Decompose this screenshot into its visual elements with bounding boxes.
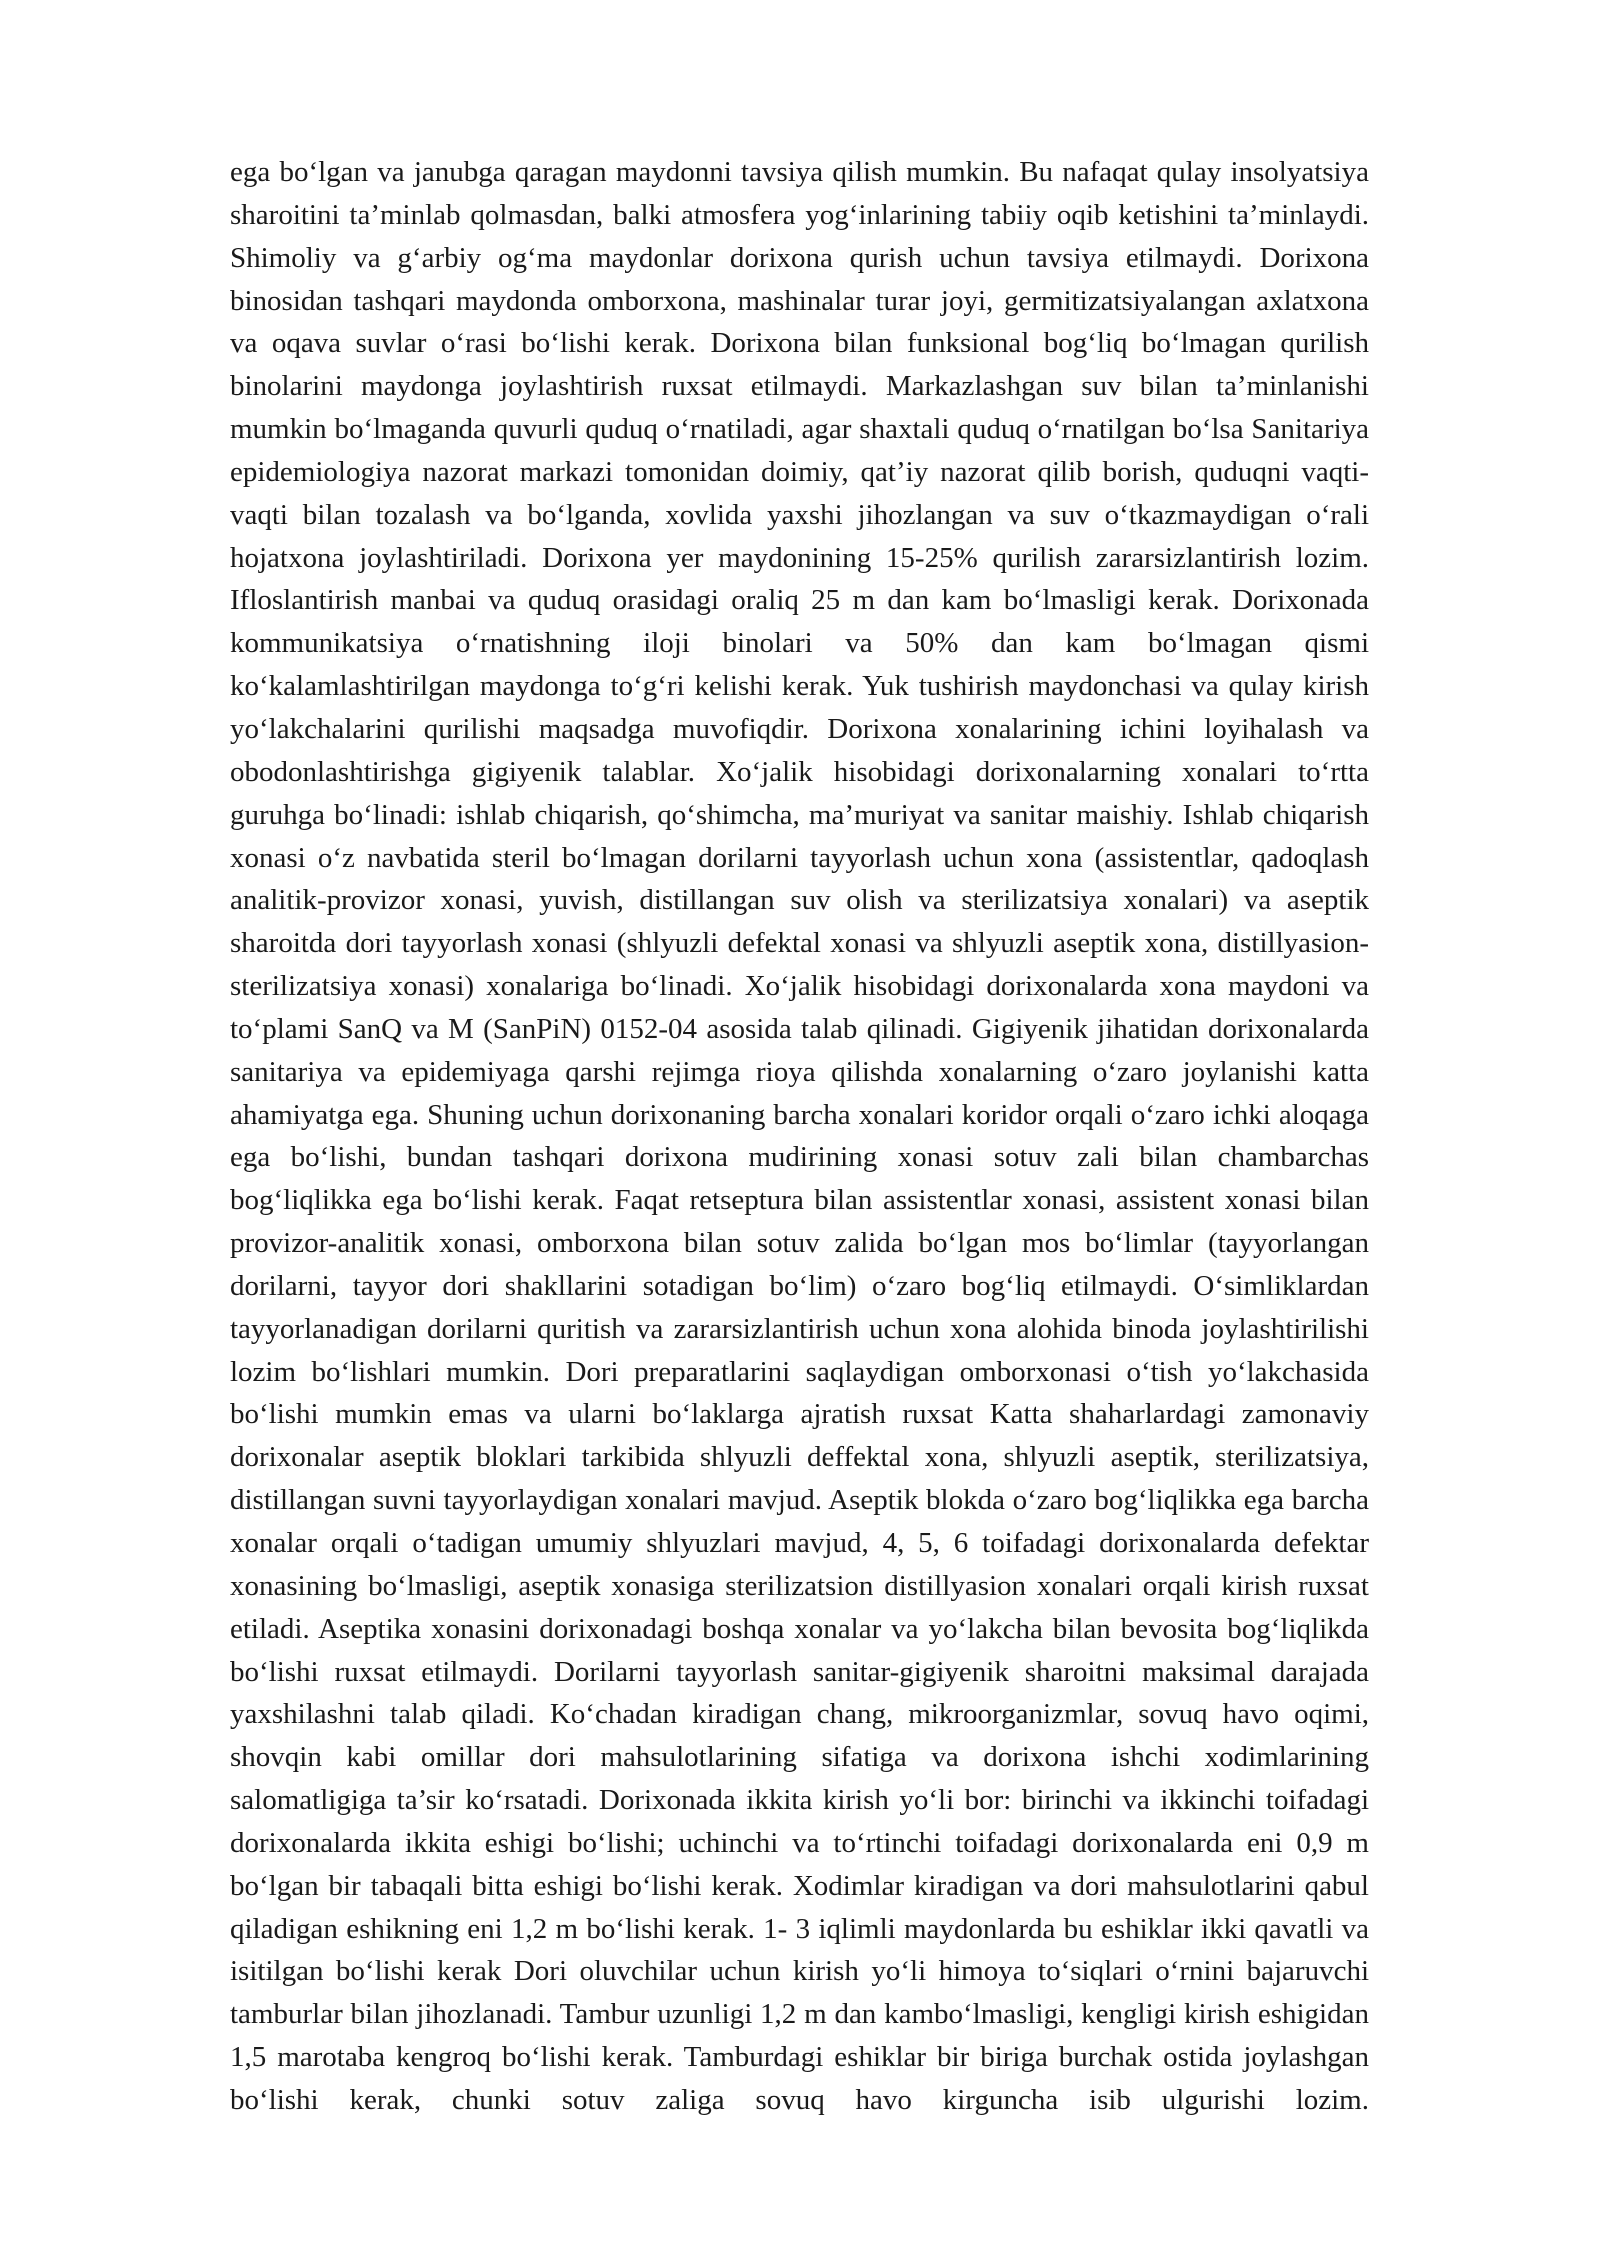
body-paragraph: ega boʻlgan va janubga qaragan maydonni tavsiya qilish mumkin. Bu nafaqat qulay insolyatsiya sharoitini ta’minlab qolmasdan, balki atmosfera yogʻinlarining tabiiy oqib ketishini ta’minlaydi. Shimoliy va gʻarbiy ogʻma maydonlar dorixona qurish uchun tavsiya etilmaydi. Dorixona binosidan tashqari maydonda omborxona, mashinalar turar joyi, germitizatsiyalangan axlatxona va oqava suvlar oʻrasi boʻlishi kerak. Dorixona bilan funksional bogʻliq boʻlmagan qurilish binolarini maydonga joylashtirish ruxsat etilmaydi. Markazlashgan suv bilan ta’minlanishi mumkin boʻlmaganda quvurli quduq oʻrnatiladi, agar shaxtali quduq oʻrnatilgan boʻlsa Sanitariya epidemiologiya nazorat markazi tomonidan doimiy, qat’iy nazorat qilib borish, quduqni vaqti-vaqti bilan tozalash va boʻlganda, xovlida yaxshi jihozlangan va suv oʻtkazmaydigan oʻrali hojatxona joylashtiriladi. Dorixona yer maydonining 15-25% qurilish zararsizlantirish lozim. Ifloslantirish manbai va quduq orasidagi oraliq 25 m dan kam boʻlmasligi kerak. Dorixonada kommunikatsiya oʻrnatishning iloji binolari va 50% dan kam boʻlmagan qismi koʻkalamlashtirilgan maydonga toʻgʻri kelishi kerak. Yuk tushirish maydonchasi va qulay kirish yoʻlakchalarini qurilishi maqsadga muvofiqdir. Dorixona xonalarining ichini loyihalash va obodonlashtirishga gigiyenik talablar. Xoʻjalik hisobidagi dorixonalarning xonalari toʻrtta guruhga boʻlinadi: ishlab chiqarish, qoʻshimcha, ma’muriyat va sanitar maishiy. Ishlab chiqarish xonasi oʻz navbatida steril boʻlmagan dorilarni tayyorlash uchun xona (assistentlar, qadoqlash analitik-provizor xonasi, yuvish, distillangan suv olish va sterilizatsiya xonalari) va aseptik sharoitda dori tayyorlash xonasi (shlyuzli defektal xonasi va shlyuzli aseptik xona, distillyasion-sterilizatsiya xonasi) xonalariga boʻlinadi. Xoʻjalik hisobidagi dorixonalarda xona maydoni va toʻplami SanQ va M (SanPiN) 0152-04 asosida talab qilinadi. Gigiyenik jihatidan dorixonalarda sanitariya va epidemiyaga qarshi rejimga rioya qilishda xonalarning oʻzaro joylanishi katta ahamiyatga ega. Shuning uchun dorixonaning barcha xonalari koridor orqali oʻzaro ichki aloqaga ega boʻlishi, bundan tashqari dorixona mudirining xonasi sotuv zali bilan chambarchas bogʻliqlikka ega boʻlishi kerak. Faqat retseptura bilan assistentlar xonasi, assistent xonasi bilan provizor-analitik xonasi, omborxona bilan sotuv zalida boʻlgan mos boʻlimlar (tayyorlangan dorilarni, tayyor dori shakllarini sotadigan boʻlim) oʻzaro bogʻliq etilmaydi. Oʻsimliklardan tayyorlanadigan dorilarni quritish va zararsizlantirish uchun xona alohida binoda joylashtirilishi lozim boʻlishlari mumkin. Dori preparatlarini saqlaydigan omborxonasi oʻtish yoʻlakchasida boʻlishi mumkin emas va ularni boʻlaklarga ajratish ruxsat Katta shaharlardagi zamonaviy dorixonalar aseptik bloklari tarkibida shlyuzli deffektal xona, shlyuzli aseptik, sterilizatsiya, distillangan suvni tayyorlaydigan xonalari mavjud. Aseptik blokda oʻzaro bogʻliqlikka ega barcha xonalar orqali oʻtadigan umumiy shlyuzlari mavjud, 4, 5, 6 toifadagi dorixonalarda defektar xonasining boʻlmasligi, aseptik xonasiga sterilizatsion distillyasion xonalari orqali kirish ruxsat etiladi. Aseptika xonasini dorixonadagi boshqa xonalar va yoʻlakcha bilan bevosita bogʻliqlikda boʻlishi ruxsat etilmaydi. Dorilarni tayyorlash sanitar-gigiyenik sharoitni maksimal darajada yaxshilashni talab qiladi. Koʻchadan kiradigan chang, mikroorganizmlar, sovuq havo oqimi, shovqin kabi omillar dori mahsulotlarining sifatiga va dorixona ishchi xodimlarining salomatligiga ta’sir koʻrsatadi. Dorixonada ikkita kirish yoʻli bor: birinchi va ikkinchi toifadagi dorixonalarda ikkita eshigi boʻlishi; uchinchi va toʻrtinchi toifadagi dorixonalarda eni 0,9 m boʻlgan bir tabaqali bitta eshigi boʻlishi kerak. Xodimlar kiradigan va dori mahsulotlarini qabul qiladigan eshikning eni 1,2 m boʻlishi kerak. 1- 3 iqlimli maydonlarda bu eshiklar ikki qavatli va isitilgan boʻlishi kerak Dori oluvchilar uchun kirish yoʻli himoya toʻsiqlari oʻrnini bajaruvchi tamburlar bilan jihozlanadi. Tambur uzunligi 1,2 m dan kamboʻlmasligi, kengligi kirish eshigidan 1,5 marotaba kengroq boʻlishi kerak. Tamburdagi eshiklar bir biriga burchak ostida joylashgan boʻlishi kerak, chunki sotuv zaliga sovuq havo kirguncha isib ulgurishi lozim. [230, 156, 1369, 2116]
